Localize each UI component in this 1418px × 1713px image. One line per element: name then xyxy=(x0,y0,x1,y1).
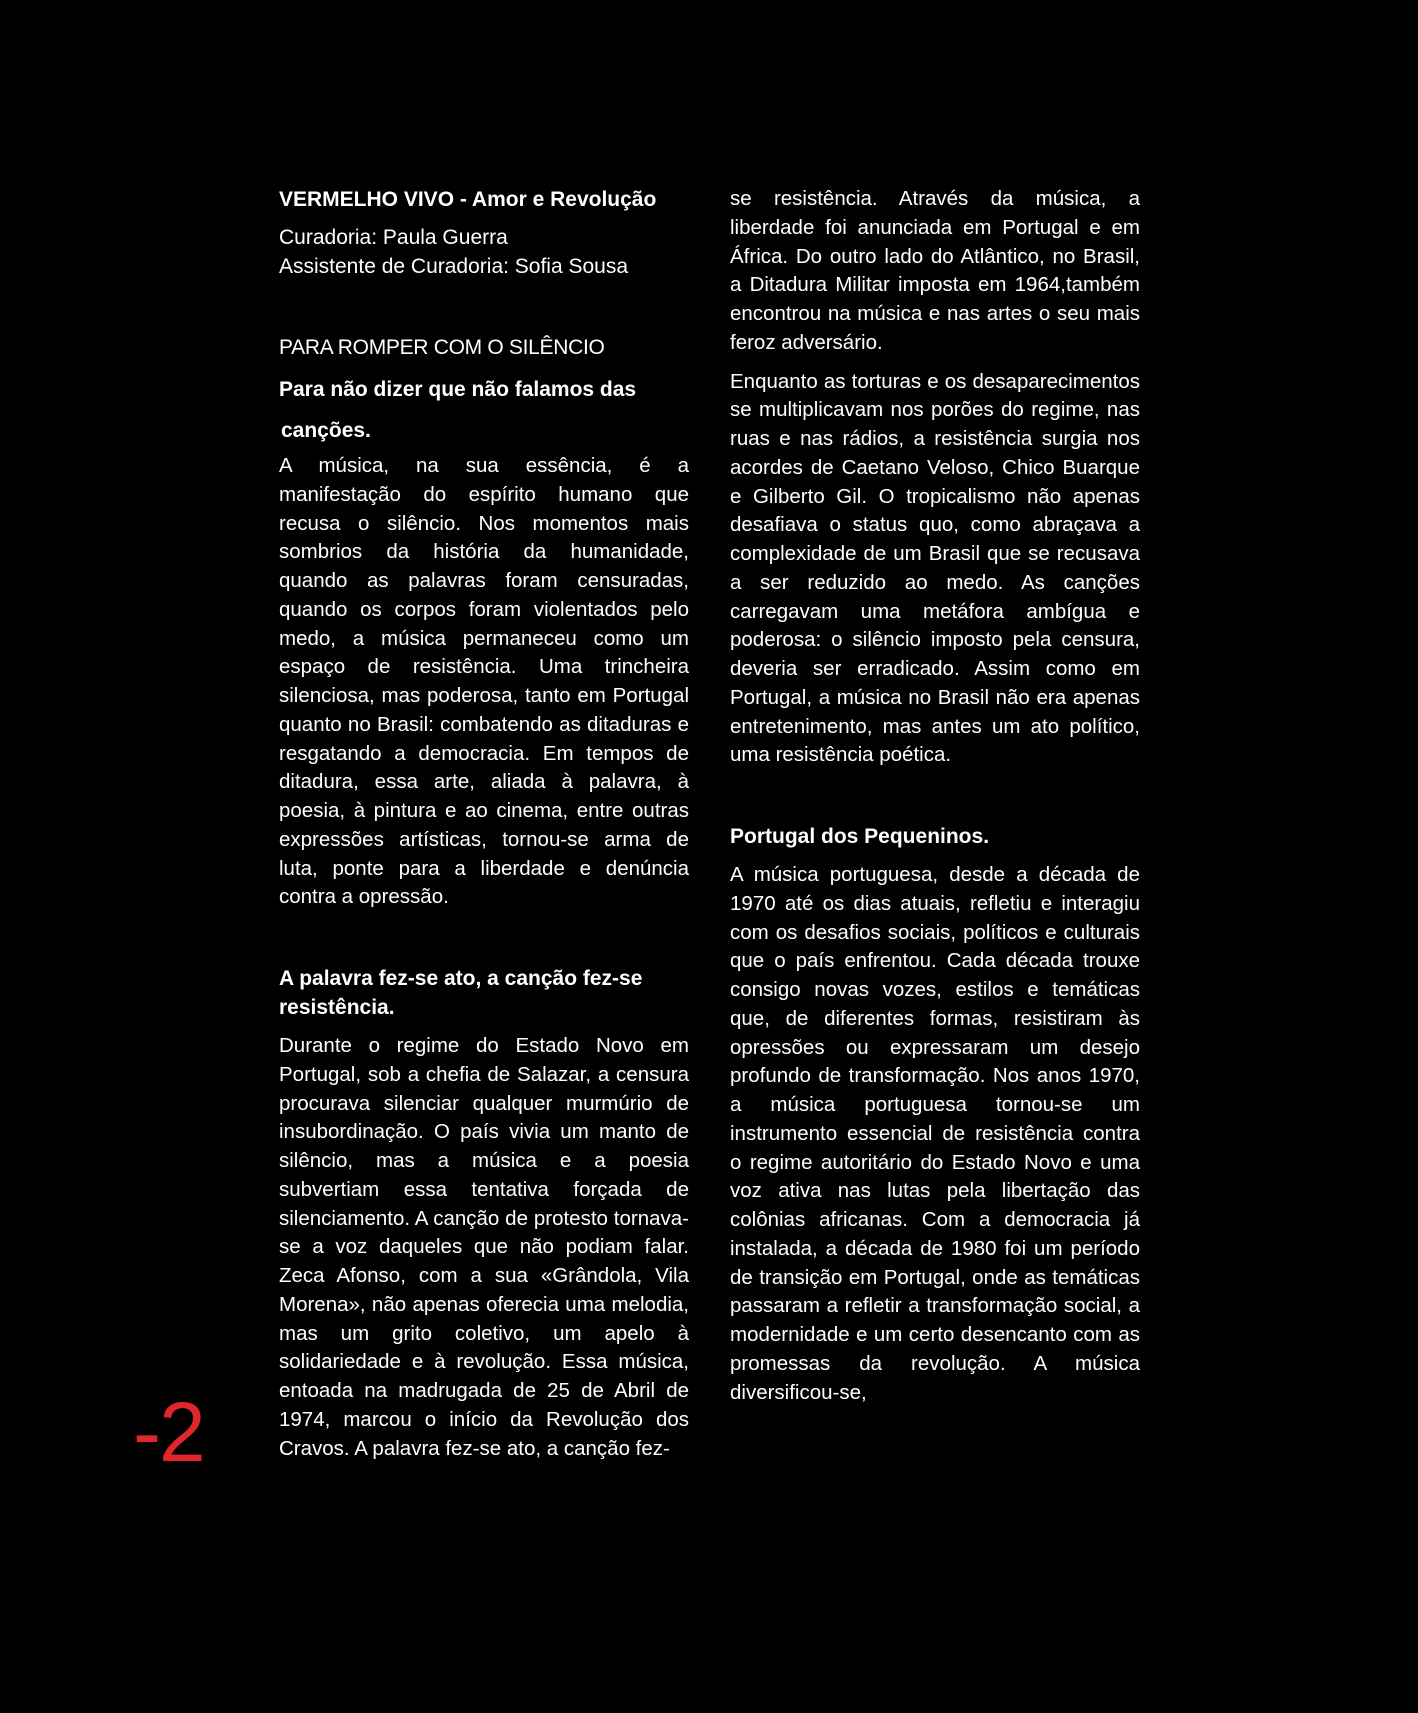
intro-paragraph: A música, na sua essência, é a manifestação do espírito humano que recusa o silêncio. Nos momentos mais sombrios da história da humanidade, quando as palavras foram censuradas, quando os corpos foram violentados pelo medo, a música permaneceu como um espaço de resistência. Uma trincheira silenciosa, mas poderosa, tanto em Portugal quanto no Brasil: combatendo as ditaduras e resgatando a democracia. Em tempos de ditadura, essa arte, aliada à palavra, à poesia, à pintura e ao cinema, entre outras expressões artísticas, tornou-se arma de luta, ponte para a liberdade e denúncia contra a opressão. xyxy=(279,454,689,909)
act-section-paragraph: Durante o regime do Estado Novo em Portugal, sob a chefia de Salazar, a censura procurava silenciar qualquer murmúrio de insubordinação. O país vivia um manto de silêncio, mas a música e a poesia subvertiam essa tentativa forçada de silenciamento. A canção de protesto tornava-se a voz daqueles que não podiam falar. Zeca Afonso, com a sua «Grândola, Vila Morena», não apenas oferecia uma melodia, mas um grito coletivo, um apelo à solidariedade e à revolução. Essa música, entoada na madrugada de 25 de Abril de 1974, marcou o início da Revolução dos Cravos. A palavra fez-se ato, a canção fez- xyxy=(279,1034,689,1460)
brazil-paragraph: Enquanto as torturas e os desaparecimentos se multiplicavam nos porões do regime, nas ruas e nas rádios, a resistência surgia nos acordes de Caetano Veloso, Chico Buarque e Gilberto Gil. O tropicalismo não apenas desafiava o status quo, como abraçava a complexidade de um Brasil que se recusava a ser reduzido ao medo. As canções carregavam uma metáfora ambígua e poderosa: o silêncio imposto pela censura, deveria ser erradicado. Assim como em Portugal, a música no Brasil não era apenas entretenimento, mas antes um ato político, uma resistência poética. xyxy=(730,369,1140,767)
pequeninos-heading: Portugal dos Pequeninos. xyxy=(730,825,990,848)
pequeninos-paragraph: A música portuguesa, desde a década de 1970 até os dias atuais, refletiu e interagiu com os desafios sociais, políticos e culturais que o país enfrentou. Cada década trouxe consigo novas vozes, estilos e temáticas que, de diferentes formas, resistiram às opressões ou expressaram um desejo profundo de transformação. Nos anos 1970, a música portuguesa tornou-se um instrumento essencial de resistência contra o regime autoritário do Estado Novo e uma voz ativa nas lutas pela libertação das colônias africanas. Com a democracia já instalada, a década de 1980 foi um período de transição em Portugal, onde as temáticas passaram a refletir a transformação social, a modernidade e um certo desencanto com as promessas da revolução. A música diversificou-se, xyxy=(730,863,1140,1404)
act-section-heading: A palavra fez-se ato, a canção fez-se resistência. xyxy=(279,967,643,1019)
act-section-paragraph-continued: se resistência. Através da música, a liberdade foi anunciada em Portugal e em África. Do outro lado do Atlântico, no Brasil, a Ditadura Militar imposta em 1964,também encontrou na música e nas artes o seu mais feroz adversário. xyxy=(730,187,1140,354)
right-column xyxy=(730,185,1140,1407)
left-column xyxy=(279,185,689,1463)
curator-credit: Curadoria: Paula Guerra xyxy=(279,226,508,249)
section-title: PARA ROMPER COM O SILÊNCIO xyxy=(279,336,605,359)
page-number: -2 xyxy=(133,1385,204,1479)
exhibition-title: VERMELHO VIVO - Amor e Revolução xyxy=(279,188,657,211)
section-subtitle-line2: canções. xyxy=(281,419,371,442)
section-subtitle-line1: Para não dizer que não falamos das xyxy=(279,378,637,401)
assistant-curator-credit: Assistente de Curadoria: Sofia Sousa xyxy=(279,255,629,278)
